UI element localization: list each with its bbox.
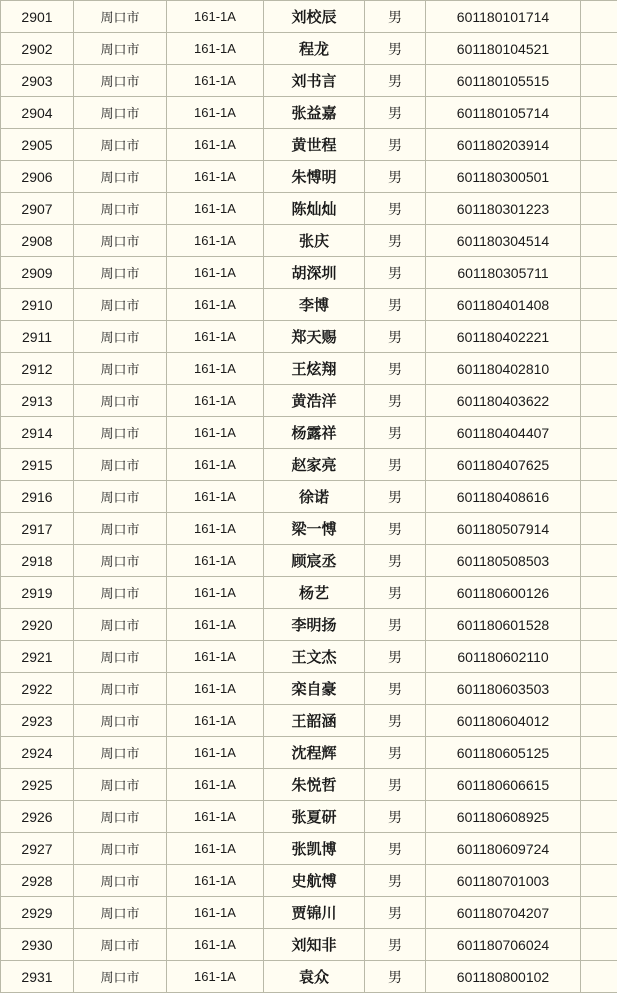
- cell-id-number: 601180606615: [426, 769, 581, 801]
- table-row: [1, 865, 617, 897]
- table-row: [1, 129, 617, 161]
- cell-code: 161-1A: [167, 609, 264, 641]
- cell-seq: 2930: [1, 929, 74, 961]
- cell-code: 161-1A: [167, 577, 264, 609]
- cell-seq: 2926: [1, 801, 74, 833]
- table-row: [1, 385, 617, 417]
- table-row: [1, 417, 617, 449]
- cell-id-number: 601180408616: [426, 481, 581, 513]
- table-row: [1, 897, 617, 929]
- cell-name: 张庆: [264, 225, 365, 257]
- cell-gender: 男: [365, 833, 426, 865]
- cell-extra: [581, 97, 617, 129]
- cell-name: 刘校辰: [264, 1, 365, 33]
- table-row: [1, 801, 617, 833]
- cell-gender: 男: [365, 97, 426, 129]
- cell-code: 161-1A: [167, 161, 264, 193]
- cell-gender: 男: [365, 737, 426, 769]
- cell-code: 161-1A: [167, 385, 264, 417]
- cell-city: 周口市: [74, 833, 167, 865]
- cell-extra: [581, 673, 617, 705]
- cell-city: 周口市: [74, 737, 167, 769]
- cell-seq: 2906: [1, 161, 74, 193]
- cell-seq: 2923: [1, 705, 74, 737]
- cell-seq: 2922: [1, 673, 74, 705]
- cell-gender: 男: [365, 801, 426, 833]
- table-row: [1, 961, 617, 993]
- cell-code: 161-1A: [167, 33, 264, 65]
- table-row: [1, 673, 617, 705]
- cell-city: 周口市: [74, 161, 167, 193]
- cell-id-number: 601180602110: [426, 641, 581, 673]
- cell-code: 161-1A: [167, 257, 264, 289]
- cell-gender: 男: [365, 417, 426, 449]
- cell-name: 赵家亮: [264, 449, 365, 481]
- cell-extra: [581, 545, 617, 577]
- cell-seq: 2908: [1, 225, 74, 257]
- cell-code: 161-1A: [167, 705, 264, 737]
- cell-seq: 2910: [1, 289, 74, 321]
- cell-name: 贾锦川: [264, 897, 365, 929]
- cell-id-number: 601180609724: [426, 833, 581, 865]
- cell-name: 梁一愽: [264, 513, 365, 545]
- table-row: [1, 321, 617, 353]
- cell-id-number: 601180508503: [426, 545, 581, 577]
- cell-name: 郑天赐: [264, 321, 365, 353]
- cell-code: 161-1A: [167, 129, 264, 161]
- cell-extra: [581, 897, 617, 929]
- cell-gender: 男: [365, 193, 426, 225]
- cell-name: 杨艺: [264, 577, 365, 609]
- cell-seq: 2914: [1, 417, 74, 449]
- cell-city: 周口市: [74, 641, 167, 673]
- table-row: [1, 513, 617, 545]
- cell-gender: 男: [365, 929, 426, 961]
- cell-city: 周口市: [74, 897, 167, 929]
- cell-id-number: 601180402810: [426, 353, 581, 385]
- cell-name: 黄浩洋: [264, 385, 365, 417]
- cell-city: 周口市: [74, 385, 167, 417]
- table-row: [1, 929, 617, 961]
- cell-city: 周口市: [74, 321, 167, 353]
- cell-code: 161-1A: [167, 769, 264, 801]
- cell-seq: 2918: [1, 545, 74, 577]
- cell-gender: 男: [365, 769, 426, 801]
- cell-id-number: 601180800102: [426, 961, 581, 993]
- cell-name: 袁众: [264, 961, 365, 993]
- cell-seq: 2931: [1, 961, 74, 993]
- cell-extra: [581, 417, 617, 449]
- cell-seq: 2905: [1, 129, 74, 161]
- cell-code: 161-1A: [167, 417, 264, 449]
- table-row: [1, 225, 617, 257]
- cell-name: 刘书言: [264, 65, 365, 97]
- cell-city: 周口市: [74, 1, 167, 33]
- cell-id-number: 601180300501: [426, 161, 581, 193]
- cell-code: 161-1A: [167, 545, 264, 577]
- cell-extra: [581, 577, 617, 609]
- cell-extra: [581, 801, 617, 833]
- cell-city: 周口市: [74, 545, 167, 577]
- cell-extra: [581, 225, 617, 257]
- cell-gender: 男: [365, 481, 426, 513]
- cell-extra: [581, 769, 617, 801]
- cell-id-number: 601180704207: [426, 897, 581, 929]
- cell-extra: [581, 289, 617, 321]
- cell-id-number: 601180105515: [426, 65, 581, 97]
- cell-gender: 男: [365, 161, 426, 193]
- cell-code: 161-1A: [167, 1, 264, 33]
- cell-id-number: 601180600126: [426, 577, 581, 609]
- cell-name: 张益嘉: [264, 97, 365, 129]
- cell-id-number: 601180701003: [426, 865, 581, 897]
- cell-gender: 男: [365, 513, 426, 545]
- cell-extra: [581, 1, 617, 33]
- cell-name: 王韶涵: [264, 705, 365, 737]
- cell-id-number: 601180706024: [426, 929, 581, 961]
- cell-seq: 2919: [1, 577, 74, 609]
- table-row: [1, 481, 617, 513]
- cell-id-number: 601180305711: [426, 257, 581, 289]
- cell-id-number: 601180104521: [426, 33, 581, 65]
- cell-gender: 男: [365, 609, 426, 641]
- cell-name: 顾宸丞: [264, 545, 365, 577]
- cell-code: 161-1A: [167, 321, 264, 353]
- cell-seq: 2907: [1, 193, 74, 225]
- cell-extra: [581, 641, 617, 673]
- cell-name: 史航愽: [264, 865, 365, 897]
- cell-city: 周口市: [74, 257, 167, 289]
- cell-gender: 男: [365, 225, 426, 257]
- cell-extra: [581, 609, 617, 641]
- cell-gender: 男: [365, 449, 426, 481]
- cell-name: 王文杰: [264, 641, 365, 673]
- cell-seq: 2902: [1, 33, 74, 65]
- cell-code: 161-1A: [167, 641, 264, 673]
- cell-code: 161-1A: [167, 801, 264, 833]
- cell-gender: 男: [365, 33, 426, 65]
- table-row: [1, 769, 617, 801]
- cell-gender: 男: [365, 673, 426, 705]
- cell-name: 程龙: [264, 33, 365, 65]
- cell-seq: 2912: [1, 353, 74, 385]
- cell-id-number: 601180601528: [426, 609, 581, 641]
- cell-name: 陈灿灿: [264, 193, 365, 225]
- cell-extra: [581, 961, 617, 993]
- cell-gender: 男: [365, 321, 426, 353]
- cell-id-number: 601180403622: [426, 385, 581, 417]
- table-row: [1, 833, 617, 865]
- cell-city: 周口市: [74, 705, 167, 737]
- cell-code: 161-1A: [167, 673, 264, 705]
- cell-name: 杨露祥: [264, 417, 365, 449]
- cell-name: 刘知非: [264, 929, 365, 961]
- cell-city: 周口市: [74, 801, 167, 833]
- cell-extra: [581, 705, 617, 737]
- cell-city: 周口市: [74, 769, 167, 801]
- cell-id-number: 601180101714: [426, 1, 581, 33]
- cell-id-number: 601180402221: [426, 321, 581, 353]
- table-row: [1, 609, 617, 641]
- cell-city: 周口市: [74, 481, 167, 513]
- cell-name: 李明扬: [264, 609, 365, 641]
- cell-city: 周口市: [74, 97, 167, 129]
- cell-gender: 男: [365, 353, 426, 385]
- cell-name: 朱悦哲: [264, 769, 365, 801]
- table-row: [1, 1, 617, 33]
- cell-seq: 2903: [1, 65, 74, 97]
- cell-code: 161-1A: [167, 833, 264, 865]
- cell-seq: 2913: [1, 385, 74, 417]
- cell-extra: [581, 865, 617, 897]
- cell-city: 周口市: [74, 609, 167, 641]
- cell-seq: 2916: [1, 481, 74, 513]
- cell-name: 胡深圳: [264, 257, 365, 289]
- cell-code: 161-1A: [167, 897, 264, 929]
- cell-name: 王炫翔: [264, 353, 365, 385]
- roster-table-body: [1, 1, 617, 993]
- table-row: [1, 737, 617, 769]
- cell-gender: 男: [365, 65, 426, 97]
- table-row: [1, 193, 617, 225]
- table-row: [1, 577, 617, 609]
- cell-gender: 男: [365, 289, 426, 321]
- cell-seq: 2901: [1, 1, 74, 33]
- cell-seq: 2927: [1, 833, 74, 865]
- cell-city: 周口市: [74, 289, 167, 321]
- cell-name: 沈程辉: [264, 737, 365, 769]
- cell-extra: [581, 129, 617, 161]
- cell-code: 161-1A: [167, 481, 264, 513]
- table-row: [1, 289, 617, 321]
- cell-gender: 男: [365, 129, 426, 161]
- cell-id-number: 601180404407: [426, 417, 581, 449]
- table-row: [1, 705, 617, 737]
- cell-gender: 男: [365, 577, 426, 609]
- cell-name: 李博: [264, 289, 365, 321]
- cell-id-number: 601180603503: [426, 673, 581, 705]
- cell-id-number: 601180301223: [426, 193, 581, 225]
- cell-gender: 男: [365, 897, 426, 929]
- cell-city: 周口市: [74, 577, 167, 609]
- cell-id-number: 601180105714: [426, 97, 581, 129]
- cell-id-number: 601180304514: [426, 225, 581, 257]
- cell-name: 张凯博: [264, 833, 365, 865]
- cell-code: 161-1A: [167, 961, 264, 993]
- cell-seq: 2904: [1, 97, 74, 129]
- cell-code: 161-1A: [167, 289, 264, 321]
- cell-extra: [581, 65, 617, 97]
- table-row: [1, 353, 617, 385]
- cell-seq: 2917: [1, 513, 74, 545]
- cell-code: 161-1A: [167, 97, 264, 129]
- cell-seq: 2909: [1, 257, 74, 289]
- cell-city: 周口市: [74, 225, 167, 257]
- cell-extra: [581, 481, 617, 513]
- cell-gender: 男: [365, 865, 426, 897]
- cell-gender: 男: [365, 1, 426, 33]
- cell-city: 周口市: [74, 865, 167, 897]
- cell-city: 周口市: [74, 65, 167, 97]
- cell-seq: 2921: [1, 641, 74, 673]
- cell-seq: 2915: [1, 449, 74, 481]
- cell-extra: [581, 385, 617, 417]
- cell-gender: 男: [365, 641, 426, 673]
- cell-name: 朱愽明: [264, 161, 365, 193]
- cell-code: 161-1A: [167, 65, 264, 97]
- cell-seq: 2928: [1, 865, 74, 897]
- table-row: [1, 257, 617, 289]
- table-row: [1, 97, 617, 129]
- cell-name: 黄世程: [264, 129, 365, 161]
- cell-city: 周口市: [74, 129, 167, 161]
- cell-code: 161-1A: [167, 353, 264, 385]
- cell-gender: 男: [365, 961, 426, 993]
- cell-id-number: 601180605125: [426, 737, 581, 769]
- cell-code: 161-1A: [167, 449, 264, 481]
- cell-name: 栾自豪: [264, 673, 365, 705]
- table-row: [1, 33, 617, 65]
- cell-city: 周口市: [74, 417, 167, 449]
- cell-extra: [581, 513, 617, 545]
- cell-id-number: 601180604012: [426, 705, 581, 737]
- cell-extra: [581, 737, 617, 769]
- cell-city: 周口市: [74, 961, 167, 993]
- cell-extra: [581, 161, 617, 193]
- cell-extra: [581, 449, 617, 481]
- cell-id-number: 601180203914: [426, 129, 581, 161]
- cell-id-number: 601180401408: [426, 289, 581, 321]
- cell-extra: [581, 833, 617, 865]
- cell-extra: [581, 257, 617, 289]
- cell-city: 周口市: [74, 193, 167, 225]
- table-row: [1, 161, 617, 193]
- cell-name: 张夏研: [264, 801, 365, 833]
- cell-gender: 男: [365, 385, 426, 417]
- cell-code: 161-1A: [167, 225, 264, 257]
- cell-id-number: 601180507914: [426, 513, 581, 545]
- cell-gender: 男: [365, 545, 426, 577]
- table-row: [1, 641, 617, 673]
- cell-code: 161-1A: [167, 929, 264, 961]
- table-row: [1, 545, 617, 577]
- cell-seq: 2929: [1, 897, 74, 929]
- cell-seq: 2920: [1, 609, 74, 641]
- cell-extra: [581, 929, 617, 961]
- cell-city: 周口市: [74, 929, 167, 961]
- cell-code: 161-1A: [167, 513, 264, 545]
- cell-seq: 2925: [1, 769, 74, 801]
- cell-extra: [581, 193, 617, 225]
- cell-city: 周口市: [74, 673, 167, 705]
- cell-gender: 男: [365, 257, 426, 289]
- cell-name: 徐诺: [264, 481, 365, 513]
- cell-extra: [581, 33, 617, 65]
- cell-seq: 2924: [1, 737, 74, 769]
- cell-code: 161-1A: [167, 865, 264, 897]
- cell-seq: 2911: [1, 321, 74, 353]
- cell-extra: [581, 353, 617, 385]
- cell-city: 周口市: [74, 449, 167, 481]
- cell-code: 161-1A: [167, 193, 264, 225]
- cell-extra: [581, 321, 617, 353]
- table-row: [1, 65, 617, 97]
- cell-id-number: 601180407625: [426, 449, 581, 481]
- cell-gender: 男: [365, 705, 426, 737]
- table-row: [1, 449, 617, 481]
- cell-city: 周口市: [74, 353, 167, 385]
- cell-city: 周口市: [74, 513, 167, 545]
- cell-id-number: 601180608925: [426, 801, 581, 833]
- cell-code: 161-1A: [167, 737, 264, 769]
- cell-city: 周口市: [74, 33, 167, 65]
